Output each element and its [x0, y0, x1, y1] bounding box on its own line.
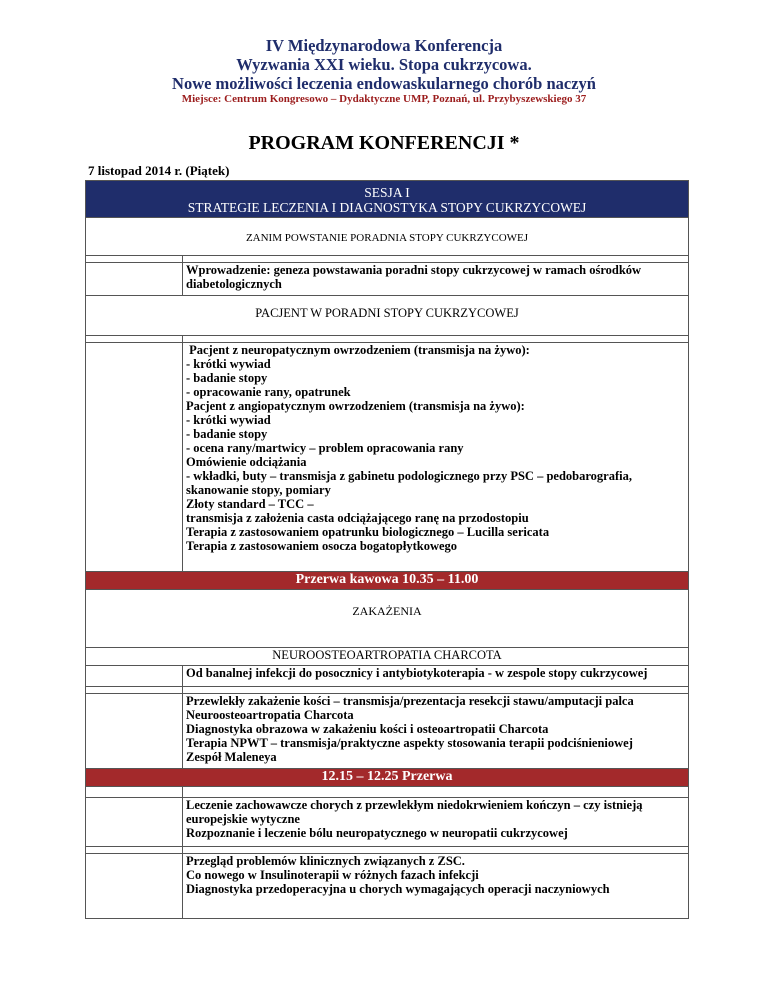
item: Omówienie odciążania: [186, 455, 307, 469]
spacer-row: [86, 687, 689, 694]
section-row: [86, 648, 689, 666]
program-row: [86, 666, 689, 687]
item: Przewlekły zakażenie kości – transmisja/prezentacja resekcji stawu/amputacji palca: [186, 694, 634, 708]
section-heading: ZANIM POWSTANIE PORADNIA STOPY CUKRZYCOWEJ: [86, 218, 689, 256]
program-title: PROGRAM KONFERENCJI *: [248, 132, 520, 154]
item: Diagnostyka przedoperacyjna u chorych wymagających operacji naczyniowych: [186, 882, 610, 896]
item: Wprowadzenie: geneza powstawania poradni stopy cukrzycowej w ramach ośrodków: [186, 263, 642, 277]
session-label: SESJA I: [364, 185, 410, 200]
item: Od banalnej infekcji do posocznicy i antybiotykoterapia - w zespole stopy cukrzycowej: [183, 666, 689, 687]
spacer-row: [86, 256, 689, 263]
section-row: [86, 590, 689, 648]
section-heading: PACJENT W PORADNI STOPY CUKRZYCOWEJ: [86, 296, 689, 336]
item: Terapia NPWT – transmisja/praktyczne aspekty stosowania terapii podciśnieniowej: [186, 736, 633, 750]
item: Terapia z zastosowaniem opatrunku biologicznego – Lucilla sericata: [186, 525, 550, 539]
session-header: [86, 181, 689, 218]
item: Zespół Maleneya: [186, 750, 277, 764]
section-row: [86, 296, 689, 336]
item: Leczenie zachowawcze chorych z przewlekłym niedokrwieniem kończyn – czy istnieją: [186, 798, 643, 812]
item: Neuroosteoartropatia Charcota: [186, 708, 354, 722]
item: - krótki wywiad: [186, 357, 271, 371]
item: Rozpoznanie i leczenie bólu neuropatycznego w neuropatii cukrzycowej: [186, 826, 568, 840]
item: - wkładki, buty – transmisja z gabinetu podologicznego przy PSC – pedobarografia,: [186, 469, 632, 483]
item: Pacjent z angiopatycznym owrzodzeniem (transmisja na żywo):: [186, 399, 525, 413]
item: Terapia z zastosowaniem osocza bogatopłytkowego: [186, 539, 458, 553]
spacer-row: [86, 336, 689, 343]
section-heading: ZAKAŻENIA: [86, 590, 689, 648]
program-row: [86, 343, 689, 572]
program-table: [85, 180, 689, 919]
item: Przegląd problemów klinicznych związanych z ZSC.: [186, 854, 465, 868]
venue: Miejsce: Centrum Kongresowo – Dydaktyczne UMP, Poznań, ul. Przybyszewskiego 37: [181, 93, 587, 105]
title-line-2: Wyzwania XXI wieku. Stopa cukrzycowa.: [236, 55, 532, 74]
item: Złoty standard – TCC –: [186, 497, 314, 511]
title-line-3: Nowe możliwości leczenia endowaskularnego chorób naczyń: [172, 74, 596, 93]
section-row: [86, 218, 689, 256]
item: Diagnostyka obrazowa w zakażeniu kości i osteoartropatii Charcota: [186, 722, 549, 736]
break-row: [86, 572, 689, 590]
program-row: [86, 798, 689, 847]
date: 7 listopad 2014 r. (Piątek): [88, 163, 230, 178]
item: - krótki wywiad: [186, 413, 271, 427]
item: - badanie stopy: [186, 371, 268, 385]
program-row: [86, 263, 689, 296]
item: - badanie stopy: [186, 427, 268, 441]
program-row: [86, 854, 689, 919]
break-row: [86, 769, 689, 787]
title-line-1: IV Międzynarodowa Konferencja: [265, 36, 503, 55]
spacer-row: [86, 787, 689, 798]
conference-title: [0, 36, 768, 93]
item: transmisja z założenia casta odciążającego ranę na przodostopiu: [186, 511, 529, 525]
session-title: STRATEGIE LECZENIA I DIAGNOSTYKA STOPY CUKRZYCOWEJ: [187, 200, 587, 215]
short-break: 12.15 – 12.25 Przerwa: [86, 769, 689, 787]
item: Co nowego w Insulinoterapii w różnych fazach infekcji: [186, 868, 479, 882]
section-heading: NEUROOSTEOARTROPATIA CHARCOTA: [86, 648, 689, 666]
item: - ocena rany/martwicy – problem opracowania rany: [186, 441, 464, 455]
program-row: [86, 694, 689, 769]
item: - opracowanie rany, opatrunek: [186, 385, 351, 399]
item: diabetologicznych: [186, 277, 282, 291]
item: europejskie wytyczne: [186, 812, 300, 826]
spacer-row: [86, 847, 689, 854]
coffee-break: Przerwa kawowa 10.35 – 11.00: [86, 572, 689, 590]
item: skanowanie stopy, pomiary: [186, 483, 331, 497]
item: Pacjent z neuropatycznym owrzodzeniem (transmisja na żywo):: [186, 343, 530, 357]
